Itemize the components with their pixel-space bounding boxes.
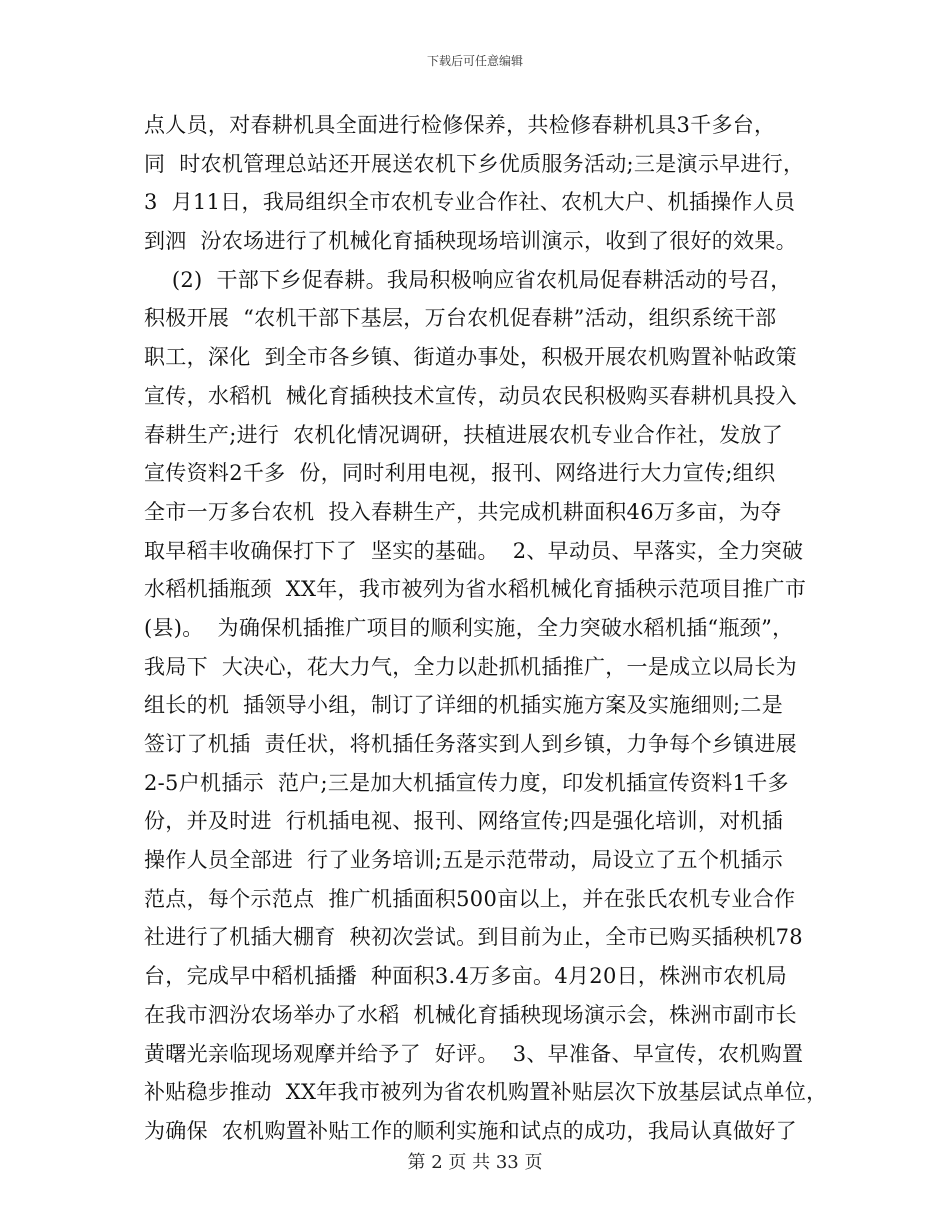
text-line: 水稻机插瓶颈 XX年，我市被列为省水稻机械化育插秧示范项目推广市 [144,577,807,602]
text-line: 份，并及时进 行机插电视、报刊、网络宣传;四是强化培训，对机插 [144,809,784,834]
text-line: 取早稻丰收确保打下了 坚实的基础。 2、早动员、早落实，全力突破 [144,538,804,563]
text-line: 为确保 农机购置补贴工作的顺利实施和试点的成功，我局认真做好了 [144,1118,797,1143]
text-line: 社进行了机插大棚育 秧初次尝试。到目前为止，全市已购买插秧机78 [144,925,803,950]
text-line: 台，完成早中稻机插播 种面积3.4万多亩。4月20日，株洲市农机局 [144,964,788,989]
text-line: 春耕生产;进行 农机化情况调研，扶植进展农机专业合作社，发放了 [144,422,784,447]
page-number-footer: 第 2 页 共 33 页 [407,1152,543,1173]
text-line: 职工，深化 到全市各乡镇、街道办事处，积极开展农机购置补帖政策 [144,345,797,370]
text-line: 到泗 汾农场进行了机械化育插秧现场培训演示，收到了很好的效果。 [144,229,797,254]
text-line: 范点，每个示范点 推广机插面积500亩以上，并在张氏农机专业合作 [144,886,796,911]
text-line: 同 时农机管理总站还开展送农机下乡优质服务活动;三是演示早进行， [144,151,805,176]
text-line: 点人员，对春耕机具全面进行检修保养，共检修春耕机具3千多台， [144,113,776,137]
document-body [144,106,828,1151]
text-line: 我局下 大决心，花大力气，全力以赴抓机插推广，一是成立以局长为 [144,654,797,679]
text-line: 操作人员全部进 行了业务培训;五是示范带动，局设立了五个机插示 [144,848,784,873]
text-line: (县)。 为确保机插推广项目的顺利实施，全力突破水稻机插“瓶颈”， [144,615,794,640]
text-line: 积极开展 “农机干部下基层，万台农机促春耕”活动，组织系统干部 [144,306,777,331]
text-line: 2-5户机插示 范户;三是加大机插宣传力度，印发机插宣传资料1千多 [144,770,789,795]
text-line: 宣传资料2千多 份，同时利用电视，报刊、网络进行大力宣传;组织 [144,461,776,486]
text-line: 组长的机 插领导小组，制订了详细的机插实施方案及实施细则;二是 [144,693,784,718]
text-line: 签订了机插 责任状，将机插任务落实到人到乡镇，力争每个乡镇进展 [144,732,797,756]
text-line: 补贴稳步推动 XX年我市被列为省农机购置补贴层次下放基层试点单位， [144,1080,828,1105]
text-line: (2) 干部下乡促春耕。我局积极响应省农机局促春耕活动的号召， [144,267,792,292]
page-header: 下载后可任意编辑 [426,54,523,68]
text-line: 3 月11日，我局组织全市农机专业合作社、农机大户、机插操作人员 [144,190,796,215]
text-line: 全市一万多台农机 投入春耕生产，共完成机耕面积46万多亩，为夺 [144,499,782,524]
text-line: 在我市泗汾农场举办了水稻 机械化育插秧现场演示会，株洲市副市长 [144,1002,797,1027]
text-line: 黄曙光亲临现场观摩并给予了 好评。 3、早准备、早宣传，农机购置 [144,1041,804,1066]
text-line: 宣传，水稻机 械化育插秧技术宣传，动员农民积极购买春耕机具投入 [144,383,797,408]
